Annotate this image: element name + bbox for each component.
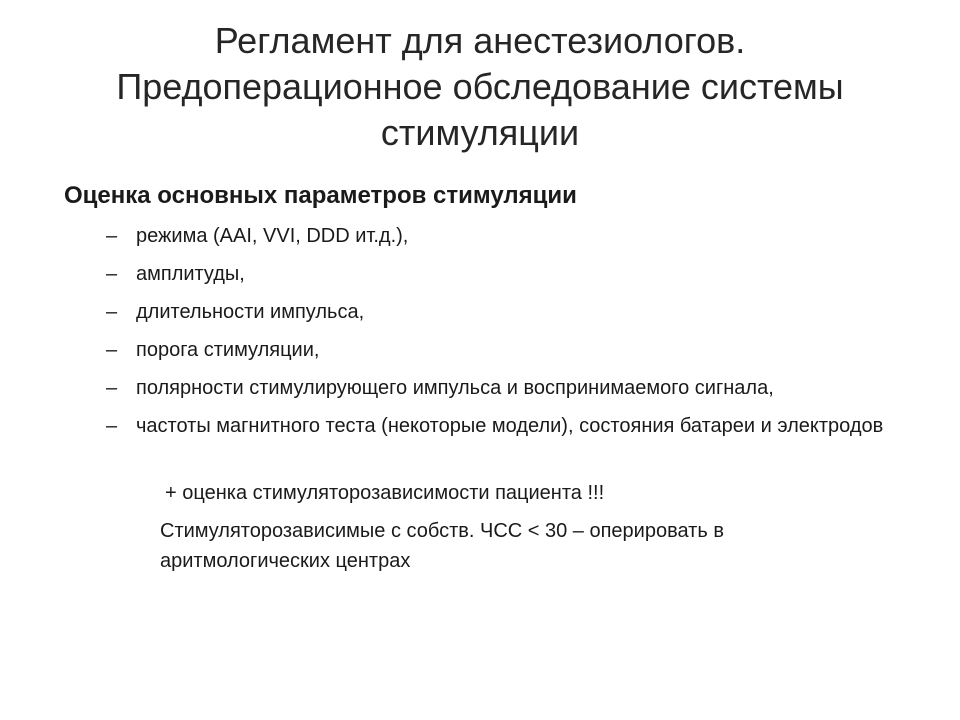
section-heading: Оценка основных параметров стимуляции [64,182,577,209]
list-item [106,411,926,441]
parameter-list [106,221,926,449]
bullet-dash: – [106,263,118,285]
list-item [106,221,926,251]
list-item-text: частоты магнитного теста (некоторые модели), состояния батареи и электродов [136,415,884,437]
bullet-dash: – [106,415,118,437]
title-line-3: стимуляции [380,112,580,153]
list-item-text: режима (AAI, VVI, DDD ит.д.), [136,225,409,247]
list-item [106,297,926,327]
list-item-text: порога стимуляции, [136,339,320,361]
list-item [106,335,926,365]
bullet-dash: – [106,339,118,361]
title-line-1: Регламент для анестезиологов. [214,20,746,61]
list-item-text: длительности импульса, [136,301,365,323]
bullet-dash: – [106,225,118,247]
dependency-assessment-note: + оценка стимуляторозависимости пациента !!! [165,482,605,504]
bullet-dash: – [106,377,118,399]
title-line-2: Предоперационное обследование системы [116,66,844,107]
list-item-text: амплитуды, [136,263,245,285]
list-item [106,259,926,289]
slide-title [60,18,900,156]
list-item [106,373,926,403]
bullet-dash: – [106,301,118,323]
arrhythmology-center-note: Стимуляторозависимые с собств. ЧСС < 30 – оперировать в аритмологических центрах [160,520,724,572]
list-item-text: полярности стимулирующего импульса и воспринимаемого сигнала, [136,377,774,399]
